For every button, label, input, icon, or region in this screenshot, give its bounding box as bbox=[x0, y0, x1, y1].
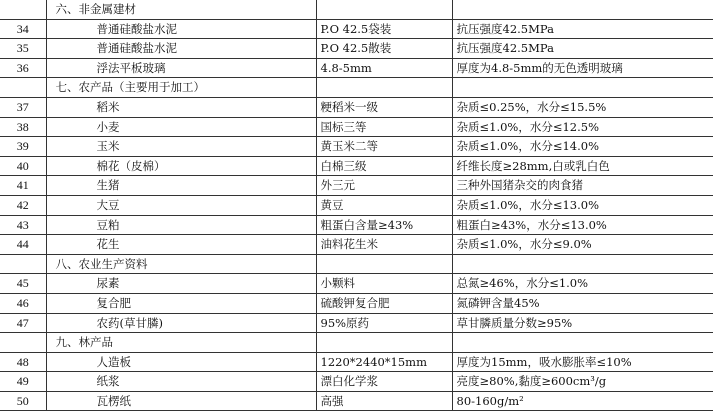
quality-standard-cell: 厚度为15mm，吸水膨胀率≤10% bbox=[452, 352, 713, 372]
specification-cell: 漂白化学浆 bbox=[316, 372, 452, 392]
section-title-cell: 六、非金属建材 bbox=[46, 0, 316, 19]
table-row bbox=[0, 19, 713, 39]
product-name-cell: 稻米 bbox=[46, 97, 316, 117]
quality-standard-cell bbox=[452, 78, 713, 98]
section-header-row bbox=[0, 333, 713, 353]
specification-cell: 白棉三级 bbox=[316, 156, 452, 176]
table-row bbox=[0, 58, 713, 78]
section-header-row bbox=[0, 0, 713, 19]
table-row bbox=[0, 117, 713, 137]
row-number-cell: 37 bbox=[0, 97, 46, 117]
quality-standard-cell: 80-160g/m² bbox=[452, 391, 713, 411]
specification-cell: 小颗料 bbox=[316, 274, 452, 294]
quality-standard-cell: 三种外国猪杂交的肉食猪 bbox=[452, 176, 713, 196]
table-row bbox=[0, 235, 713, 255]
product-name-cell: 花生 bbox=[46, 235, 316, 255]
quality-standard-cell: 杂质≤0.25%，水分≤15.5% bbox=[452, 97, 713, 117]
row-number-cell: 35 bbox=[0, 39, 46, 59]
table-row bbox=[0, 156, 713, 176]
product-name-cell: 纸浆 bbox=[46, 372, 316, 392]
section-title-cell: 七、农产品（主要用于加工） bbox=[46, 78, 316, 98]
quality-standard-cell bbox=[452, 0, 713, 19]
row-number-cell: 45 bbox=[0, 274, 46, 294]
row-number-cell: 49 bbox=[0, 372, 46, 392]
table-row bbox=[0, 293, 713, 313]
product-name-cell: 复合肥 bbox=[46, 293, 316, 313]
product-name-cell: 生猪 bbox=[46, 176, 316, 196]
quality-standard-cell: 抗压强度42.5MPa bbox=[452, 39, 713, 59]
product-name-cell: 农药(草甘膦) bbox=[46, 313, 316, 333]
section-title-cell: 九、林产品 bbox=[46, 333, 316, 353]
quality-standard-cell: 杂质≤1.0%，水分≤12.5% bbox=[452, 117, 713, 137]
product-name-cell: 人造板 bbox=[46, 352, 316, 372]
product-name-cell: 棉花（皮棉） bbox=[46, 156, 316, 176]
row-number-cell: 42 bbox=[0, 195, 46, 215]
quality-standard-cell: 草甘膦质量分数≥95% bbox=[452, 313, 713, 333]
quality-standard-cell: 抗压强度42.5MPa bbox=[452, 19, 713, 39]
quality-standard-cell: 杂质≤1.0%，水分≤14.0% bbox=[452, 137, 713, 157]
product-name-cell: 玉米 bbox=[46, 137, 316, 157]
specification-cell: 4.8-5mm bbox=[316, 58, 452, 78]
table-row bbox=[0, 313, 713, 333]
table-row bbox=[0, 195, 713, 215]
specification-cell bbox=[316, 254, 452, 274]
specification-cell: 粗蛋白含量≥43% bbox=[316, 215, 452, 235]
quality-standard-cell: 粗蛋白≥43%，水分≤13.0% bbox=[452, 215, 713, 235]
row-number-cell: 38 bbox=[0, 117, 46, 137]
specification-cell: 外三元 bbox=[316, 176, 452, 196]
specification-cell: 硫酸钾复合肥 bbox=[316, 293, 452, 313]
row-number-cell: 50 bbox=[0, 391, 46, 411]
table-row bbox=[0, 391, 713, 411]
quality-standard-cell: 厚度为4.8-5mm的无色透明玻璃 bbox=[452, 58, 713, 78]
row-number-cell: 48 bbox=[0, 352, 46, 372]
quality-standard-cell bbox=[452, 254, 713, 274]
product-name-cell: 瓦楞纸 bbox=[46, 391, 316, 411]
row-number-cell: 41 bbox=[0, 176, 46, 196]
table-row bbox=[0, 97, 713, 117]
row-number-cell: 40 bbox=[0, 156, 46, 176]
specification-cell: 1220*2440*15mm bbox=[316, 352, 452, 372]
row-number-cell: 44 bbox=[0, 235, 46, 255]
table-row bbox=[0, 352, 713, 372]
specification-cell: 粳稻米一级 bbox=[316, 97, 452, 117]
row-number-cell: 36 bbox=[0, 58, 46, 78]
product-name-cell: 尿素 bbox=[46, 274, 316, 294]
specification-cell: P.O 42.5袋装 bbox=[316, 19, 452, 39]
section-title-cell: 八、农业生产资料 bbox=[46, 254, 316, 274]
product-name-cell: 浮法平板玻璃 bbox=[46, 58, 316, 78]
quality-standard-cell: 纤维长度≥28mm,白或乳白色 bbox=[452, 156, 713, 176]
quality-standard-cell: 杂质≤1.0%，水分≤13.0% bbox=[452, 195, 713, 215]
specification-cell bbox=[316, 333, 452, 353]
row-number-cell: 39 bbox=[0, 137, 46, 157]
row-number-cell bbox=[0, 78, 46, 98]
product-name-cell: 大豆 bbox=[46, 195, 316, 215]
row-number-cell: 43 bbox=[0, 215, 46, 235]
specification-cell: 黄玉米二等 bbox=[316, 137, 452, 157]
row-number-cell bbox=[0, 333, 46, 353]
row-number-cell bbox=[0, 254, 46, 274]
table-row bbox=[0, 137, 713, 157]
specification-cell bbox=[316, 78, 452, 98]
specification-cell: 国标三等 bbox=[316, 117, 452, 137]
row-number-cell: 34 bbox=[0, 19, 46, 39]
table-row bbox=[0, 176, 713, 196]
quality-standard-cell: 亮度≥80%,黏度≥600cm³/g bbox=[452, 372, 713, 392]
table-row bbox=[0, 372, 713, 392]
quality-standard-cell: 杂质≤1.0%，水分≤9.0% bbox=[452, 235, 713, 255]
product-name-cell: 小麦 bbox=[46, 117, 316, 137]
section-header-row bbox=[0, 254, 713, 274]
product-name-cell: 豆粕 bbox=[46, 215, 316, 235]
table-row bbox=[0, 274, 713, 294]
specification-cell bbox=[316, 0, 452, 19]
quality-standard-cell bbox=[452, 333, 713, 353]
quality-standard-cell: 总氮≥46%，水分≤1.0% bbox=[452, 274, 713, 294]
row-number-cell: 47 bbox=[0, 313, 46, 333]
table-row bbox=[0, 39, 713, 59]
specification-cell: 95%原药 bbox=[316, 313, 452, 333]
product-name-cell: 普通硅酸盐水泥 bbox=[46, 19, 316, 39]
specification-cell: 高强 bbox=[316, 391, 452, 411]
product-name-cell: 普通硅酸盐水泥 bbox=[46, 39, 316, 59]
specification-cell: 黄豆 bbox=[316, 195, 452, 215]
specification-cell: P.O 42.5散装 bbox=[316, 39, 452, 59]
section-header-row bbox=[0, 78, 713, 98]
table-row bbox=[0, 215, 713, 235]
specification-cell: 油料花生米 bbox=[316, 235, 452, 255]
row-number-cell bbox=[0, 0, 46, 19]
quality-standard-cell: 氮磷钾含量45% bbox=[452, 293, 713, 313]
row-number-cell: 46 bbox=[0, 293, 46, 313]
